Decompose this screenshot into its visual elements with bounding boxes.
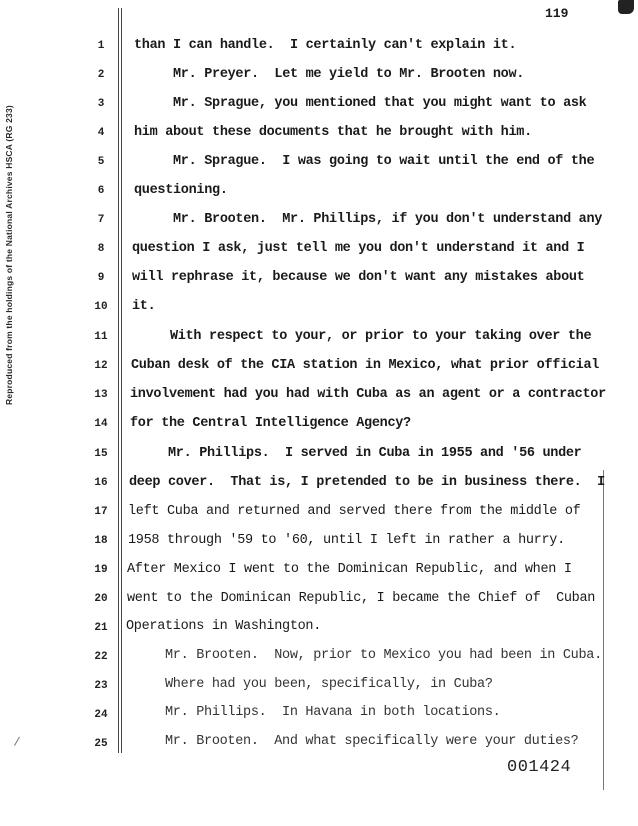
- line-number: 8: [97, 243, 105, 255]
- line-text: Where had you been, specifically, in Cuba?: [126, 677, 493, 692]
- line-number: 22: [94, 651, 108, 663]
- line-text: Mr. Phillips. I served in Cuba in 1955 and '56 under: [129, 446, 582, 461]
- line-text: left Cuba and returned and served there from the middle of: [128, 504, 581, 519]
- line-text: Cuban desk of the CIA station in Mexico, what prior official: [131, 358, 600, 373]
- line-text: for the Central Intelligence Agency?: [130, 416, 411, 431]
- line-text: Mr. Brooten. And what specifically were your duties?: [126, 734, 579, 749]
- line-text: will rephrase it, because we don't want any mistakes about: [132, 270, 585, 285]
- line-text: than I can handle. I certainly can't explain it.: [134, 38, 517, 53]
- line-number: 15: [94, 448, 108, 460]
- left-margin-rule: [118, 8, 119, 753]
- line-text: questioning.: [134, 183, 228, 198]
- line-text: went to the Dominican Republic, I became the Chief of Cuban: [127, 591, 596, 606]
- line-number: 16: [94, 477, 108, 489]
- line-number: 19: [94, 564, 108, 576]
- line-text: Mr. Sprague. I was going to wait until the end of the: [134, 154, 595, 169]
- line-text: After Mexico I went to the Dominican Republic, and when I: [127, 562, 572, 577]
- line-number: 14: [94, 418, 108, 430]
- line-number: 18: [94, 535, 108, 547]
- line-text: question I ask, just tell me you don't understand it and I: [132, 241, 585, 256]
- line-text: him about these documents that he brought with him.: [134, 125, 532, 140]
- stray-pen-mark: [14, 737, 26, 750]
- line-number: 2: [97, 69, 105, 81]
- line-number: 4: [97, 127, 105, 139]
- document-id-stamp: 001424: [507, 758, 572, 777]
- line-text: Mr. Brooten. Now, prior to Mexico you had been in Cuba.: [126, 648, 602, 663]
- line-number: 1: [97, 40, 105, 52]
- line-text: 1958 through '59 to '60, until I left in rather a hurry.: [128, 533, 565, 548]
- line-number: 10: [94, 301, 108, 313]
- page-number: 119: [545, 6, 569, 21]
- right-margin-rule: [603, 470, 604, 790]
- line-number: 13: [94, 389, 108, 401]
- archive-side-note: Reproduced from the holdings of the National Archives HSCA (RG 233): [4, 105, 14, 405]
- line-number: 17: [94, 506, 108, 518]
- line-number: 12: [94, 360, 108, 372]
- line-text: it.: [132, 299, 156, 314]
- line-number: 24: [94, 709, 108, 721]
- line-number: 3: [97, 98, 105, 110]
- line-text: involvement had you had with Cuba as an agent or a contractor: [130, 387, 606, 402]
- line-number: 23: [94, 680, 108, 692]
- line-text: With respect to your, or prior to your taking over the: [131, 329, 592, 344]
- line-text: deep cover. That is, I pretended to be in business there. I: [129, 475, 605, 490]
- line-number: 11: [94, 331, 108, 343]
- line-number: 6: [97, 185, 105, 197]
- line-text: Mr. Preyer. Let me yield to Mr. Brooten now.: [134, 67, 525, 82]
- line-text: Operations in Washington.: [126, 619, 322, 634]
- line-text: Mr. Phillips. In Havana in both locations.: [126, 705, 501, 720]
- line-text: Mr. Brooten. Mr. Phillips, if you don't understand any: [134, 212, 603, 227]
- line-number: 20: [94, 593, 108, 605]
- line-number: 7: [97, 214, 105, 226]
- line-number: 9: [97, 272, 105, 284]
- line-text: Mr. Sprague, you mentioned that you might want to ask: [134, 96, 587, 111]
- line-number: 5: [97, 156, 105, 168]
- line-number: 25: [94, 738, 108, 750]
- left-margin-rule-inner: [121, 8, 122, 753]
- line-number: 21: [94, 622, 108, 634]
- corner-punch-mark: [618, 0, 634, 14]
